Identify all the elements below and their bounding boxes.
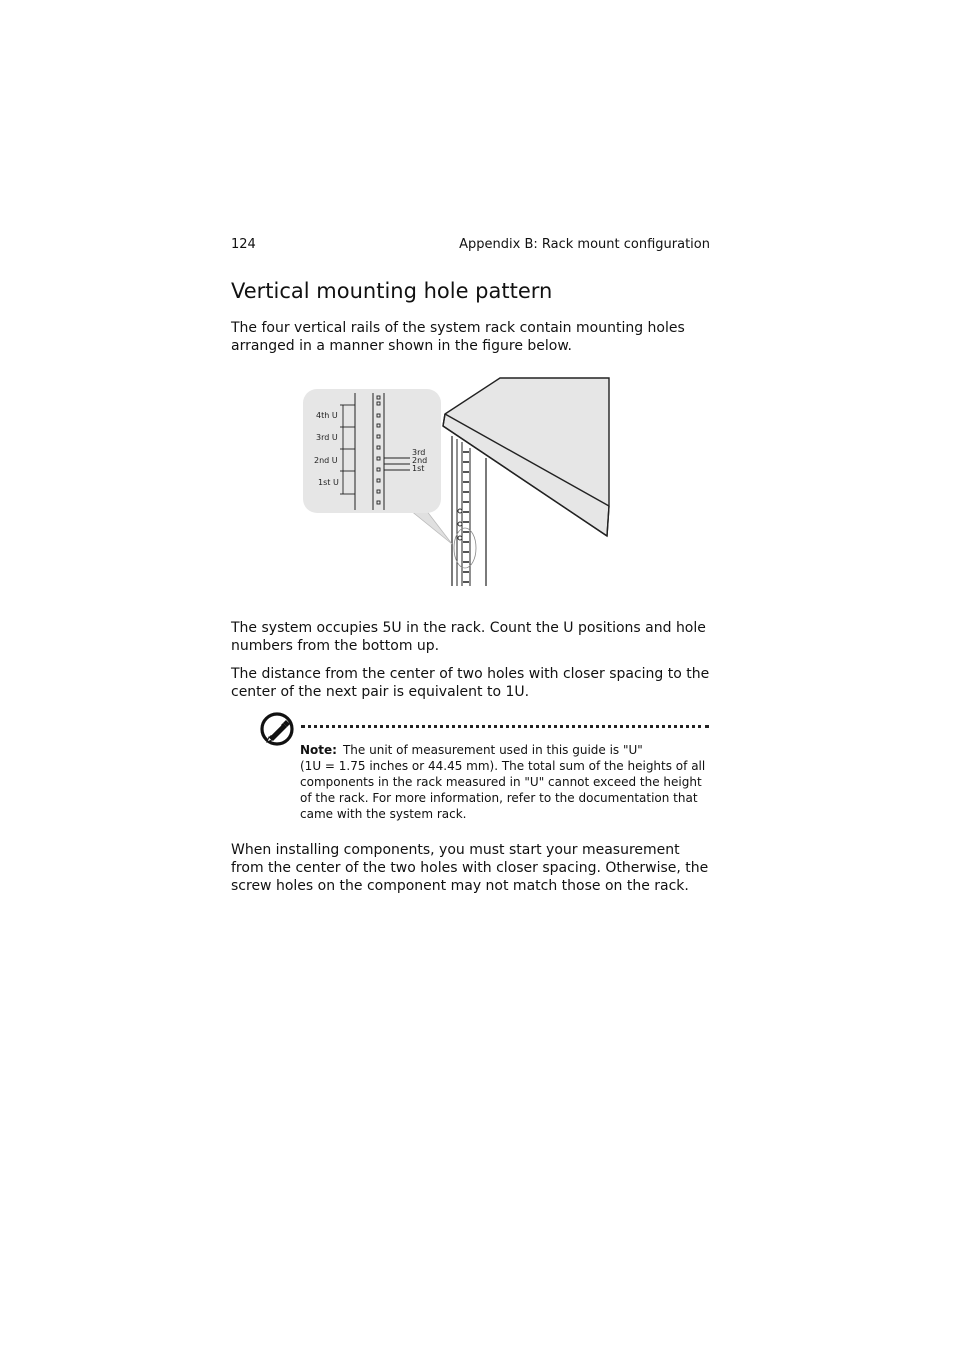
note-divider [301, 725, 709, 728]
u-label-3rd: 3rd U [316, 433, 338, 442]
page-number: 124 [231, 237, 256, 252]
rack-hole-figure [300, 376, 612, 590]
body-paragraph-2: The distance from the center of two holes with closer spacing to the center of the next pair is equivalent to 1U. [231, 666, 710, 700]
intro-paragraph: The four vertical rails of the system rack contain mounting holes arranged in a manner shown in the figure below. [231, 320, 685, 354]
note-line-4: of the rack. For more information, refer to the documentation that [300, 791, 698, 805]
note-pen-icon [259, 711, 295, 747]
body-paragraph-1: The system occupies 5U in the rack. Count the U positions and hole numbers from the bottom up. [231, 620, 706, 654]
running-header: Appendix B: Rack mount configuration [459, 237, 710, 252]
u-label-4th: 4th U [316, 411, 338, 420]
u-label-1st: 1st U [318, 478, 339, 487]
note-line-5: came with the system rack. [300, 807, 467, 821]
section-heading: Vertical mounting hole pattern [231, 279, 553, 303]
u-label-2nd: 2nd U [314, 456, 338, 465]
hole-pattern-callout [303, 389, 452, 544]
note-label: Note: [300, 743, 337, 757]
note-line-2: (1U = 1.75 inches or 44.45 mm). The total sum of the heights of all [300, 759, 706, 773]
rack-cabinet-drawing [443, 378, 609, 586]
rack-rail-illustration [300, 376, 612, 590]
hole-label-2nd: 2nd [412, 456, 428, 465]
note-block [300, 742, 710, 822]
note-line-1: Note: The unit of measurement used in this guide is "U" [300, 743, 643, 757]
body-paragraph-3: When installing components, you must start your measurement from the center of the two holes with closer spacing. Otherwise, the screw holes on the component may not match those on the rack. [231, 842, 709, 894]
hole-label-3rd: 3rd [412, 448, 426, 457]
hole-label-1st: 1st [412, 464, 425, 473]
note-line-3: components in the rack measured in "U" cannot exceed the height [300, 775, 702, 789]
